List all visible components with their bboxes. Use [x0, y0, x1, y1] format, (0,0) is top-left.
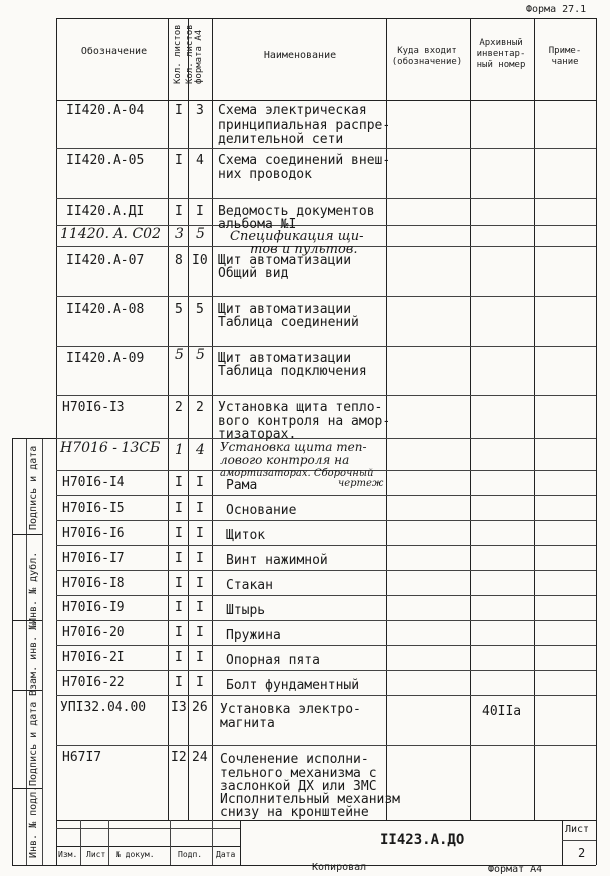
side-label-duplicate-inv: Инв. № дубл. [28, 551, 39, 624]
tb-label-date: Дата [216, 850, 236, 859]
row-sheets: I [175, 600, 183, 615]
tb-label-signature: Подп. [178, 850, 203, 859]
row-designation: H70I6-I7 [62, 551, 125, 566]
row-name-line: лового контроля на [220, 453, 350, 467]
row-name-line: принципиальная распре- [218, 118, 391, 133]
side-label-signature-date-2: Подпись и дата [28, 701, 39, 786]
row-name-line: Щит автоматизации [218, 351, 352, 366]
row-a4-sheets: I [196, 475, 204, 490]
copied-label: Копировал [312, 862, 367, 873]
grid-line [56, 820, 596, 821]
row-sheets: I3 [171, 700, 187, 715]
grid-line [56, 438, 596, 439]
row-sheets: 2 [175, 400, 183, 415]
row-a4-sheets: I [196, 675, 204, 690]
row-designation: H70I6-22 [62, 675, 125, 690]
row-name-line: Штырь [226, 603, 266, 618]
row-name-line: Установка электро- [220, 702, 361, 717]
row-name-line: Ведомость документов [218, 204, 375, 219]
row-name-line: Винт нажимной [226, 553, 328, 568]
side-label-original-inv: Инв. № подл. [28, 785, 39, 858]
grid-line [562, 820, 563, 865]
grid-line [56, 346, 596, 347]
row-sheets: 5 [175, 302, 183, 317]
format-label: Формат А4 [488, 864, 543, 875]
grid-line [56, 620, 596, 621]
row-name-line: снизу на кронштейне [220, 805, 369, 820]
row-name-line: Опорная пята [226, 653, 320, 668]
row-archive-number: 40IIa [482, 704, 522, 719]
grid-line [56, 198, 596, 199]
row-a4-sheets: 2 [196, 400, 204, 415]
row-name-line: Основание [226, 503, 297, 518]
grid-line [56, 745, 596, 746]
grid-line [596, 18, 597, 865]
row-sheets: I [175, 204, 183, 219]
header-name: Наименование [263, 50, 337, 61]
grid-line [56, 148, 596, 149]
row-name-line: Щит автоматизации [218, 253, 352, 268]
tb-label-change: Изм. [58, 850, 78, 859]
header-sheets-count: Кол. листов [173, 24, 183, 84]
row-a4-sheets: I [196, 204, 204, 219]
row-a4-sheets: 24 [192, 750, 208, 765]
grid-line [56, 645, 596, 646]
tb-label-sheet: Лист [86, 850, 106, 859]
row-name-line: заслонкой ДХ или ЗМС [220, 779, 377, 794]
row-designation: H67I7 [62, 750, 102, 765]
row-designation: H70I6-2I [62, 650, 125, 665]
row-sheets: I [175, 625, 183, 640]
row-name-line: Установка щита тепло- [218, 400, 383, 415]
row-sheets: I [175, 103, 183, 118]
row-sheets: 5 [175, 347, 184, 363]
row-a4-sheets: 5 [196, 226, 205, 242]
row-name-line: тизаторах. [218, 427, 297, 442]
row-a4-sheets: I [196, 551, 204, 566]
row-designation: II420.A-08 [66, 302, 145, 317]
document-code: II423.A.ДО [380, 832, 465, 848]
row-name-line: Пружина [226, 628, 281, 643]
grid-line [56, 100, 596, 101]
row-a4-sheets: 3 [196, 103, 204, 118]
grid-line [56, 18, 596, 19]
row-sheets: I2 [171, 750, 187, 765]
row-name-line: магнита [220, 716, 275, 731]
row-sheets: 8 [175, 253, 183, 268]
row-designation: II420.A-07 [66, 253, 145, 268]
row-sheets: 1 [175, 442, 184, 458]
row-a4-sheets: I0 [192, 253, 208, 268]
grid-line [56, 670, 596, 671]
grid-line [240, 820, 241, 865]
row-sheets: I [175, 501, 183, 516]
row-designation: H7016 - 13СБ [60, 440, 161, 456]
row-name-line: тов и пультов. [250, 242, 358, 257]
row-designation: 11420. A. C02 [60, 226, 161, 242]
grid-line [56, 495, 596, 496]
grid-line [212, 18, 213, 820]
header-where-included: Куда входит (обозначение) [391, 46, 463, 67]
header-designation: Обозначение [80, 46, 148, 57]
grid-line [170, 820, 171, 865]
row-sheets: I [175, 526, 183, 541]
grid-line [534, 18, 535, 820]
row-designation: H70I6-I9 [62, 600, 125, 615]
row-sheets: 3 [175, 226, 184, 242]
sheet-number: 2 [578, 846, 586, 860]
grid-line [12, 438, 56, 439]
header-note: Приме- чание [548, 46, 582, 67]
row-name-line: делительной сети [218, 132, 344, 147]
row-sheets: I [175, 650, 183, 665]
row-name-line: Таблица соединений [218, 315, 359, 330]
side-label-signature-date-1: Подпись и дата [28, 445, 39, 530]
grid-line [188, 18, 189, 820]
row-name-line: Исполнительный механизм [220, 792, 401, 807]
row-name-line: Щит автоматизации [218, 302, 352, 317]
grid-line [470, 18, 471, 820]
row-designation: H70I6-I3 [62, 400, 125, 415]
side-label-replace-inv: Взам. инв. № [28, 623, 39, 696]
row-designation: H70I6-20 [62, 625, 125, 640]
header-a4-sheets: Кол. листов формата А4 [185, 24, 204, 84]
row-a4-sheets: I [196, 576, 204, 591]
grid-line [42, 438, 43, 865]
row-name-line: них проводок [218, 167, 312, 182]
row-name-line: амортизаторах. Сборочный [220, 468, 374, 479]
grid-line [108, 820, 109, 865]
header-archive-number: Архивный инвентар- ный номер [476, 38, 526, 70]
grid-line [12, 438, 13, 865]
sheet-label: Лист [565, 824, 590, 835]
row-sheets: I [175, 153, 183, 168]
grid-line [56, 395, 596, 396]
row-designation: H70I6-I4 [62, 475, 125, 490]
row-name-line: Схема соединений внеш- [218, 153, 391, 168]
row-designation: II420.A.ДI [66, 204, 145, 219]
row-name-line: Схема электрическая [218, 103, 367, 118]
grid-line [56, 18, 57, 865]
grid-line [562, 840, 596, 841]
grid-line [212, 820, 213, 865]
grid-line [56, 695, 596, 696]
row-designation: УПI32.04.00 [60, 700, 147, 715]
row-a4-sheets: 4 [196, 153, 204, 168]
row-designation: H70I6-I5 [62, 501, 125, 516]
row-designation: II420.A-05 [66, 153, 145, 168]
row-name-line: альбома №I [218, 217, 297, 232]
row-sheets: I [175, 475, 183, 490]
row-designation: II420.A-04 [66, 103, 145, 118]
grid-line [56, 570, 596, 571]
grid-line [56, 520, 596, 521]
row-name-line: Рама [226, 478, 258, 493]
row-a4-sheets: I [196, 526, 204, 541]
row-name-line: Установка щита теп- [220, 440, 367, 454]
grid-line [56, 595, 596, 596]
row-a4-sheets: I [196, 501, 204, 516]
row-designation: H70I6-I8 [62, 576, 125, 591]
row-a4-sheets: 4 [196, 442, 205, 458]
row-sheets: I [175, 576, 183, 591]
row-name-line: Стакан [226, 578, 273, 593]
row-name-line: Таблица подключения [218, 364, 367, 379]
row-name-line: Сочленение исполни- [220, 752, 369, 767]
row-a4-sheets: I [196, 625, 204, 640]
row-name-line: вого контроля на амор- [218, 414, 391, 429]
form-label: Форма 27.1 [526, 4, 587, 15]
row-name-line: тельного механизма с [220, 766, 377, 781]
grid-line [56, 545, 596, 546]
grid-line [56, 296, 596, 297]
row-a4-sheets: I [196, 600, 204, 615]
row-name-line: Щиток [226, 528, 266, 543]
row-name-line: Общий вид [218, 266, 289, 281]
row-designation: II420.A-09 [66, 351, 145, 366]
row-a4-sheets: I [196, 650, 204, 665]
row-name-line: Болт фундаментный [226, 678, 360, 693]
row-designation: H70I6-I6 [62, 526, 125, 541]
grid-line [26, 438, 27, 865]
row-a4-sheets: 26 [192, 700, 208, 715]
tb-label-doc-number: № докум. [116, 850, 155, 859]
row-sheets: I [175, 675, 183, 690]
row-a4-sheets: 5 [196, 347, 205, 363]
row-sheets: I [175, 551, 183, 566]
row-name-line: чертеж [338, 478, 384, 489]
grid-line [80, 820, 81, 865]
row-a4-sheets: 5 [196, 302, 204, 317]
grid-line [12, 534, 42, 535]
grid-line [168, 18, 169, 820]
row-name-line: Спецификация щи- [230, 229, 364, 244]
